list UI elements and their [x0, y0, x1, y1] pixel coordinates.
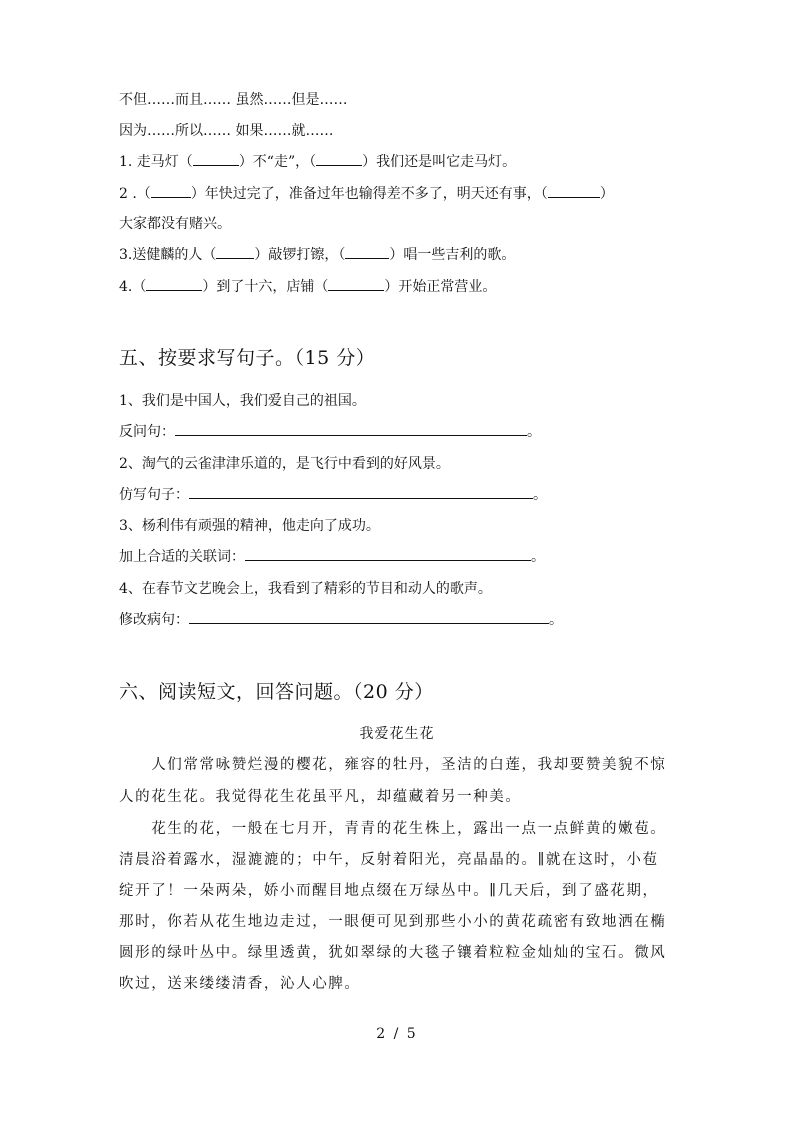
s5-label-3: 加上合适的关联词： [119, 549, 245, 565]
q2-text-a: 2 .（ [119, 186, 151, 202]
s5-sentence-2: 2、淘气的云雀津津乐道的，是飞行中看到的好风景。 [119, 456, 450, 472]
s5-end-mark-4: 。 [549, 612, 563, 628]
passage-p2-line-3: 绽开了！一朵两朵，娇小而醒目地点缀在万绿丛中。∥几天后，到了盛花期， [119, 883, 659, 899]
q3-blank-2[interactable] [345, 245, 389, 259]
q4-blank-2[interactable] [328, 277, 384, 291]
q1-text-b: ）不“走”，（ [238, 154, 317, 170]
q4-blank-1[interactable] [146, 277, 202, 291]
q3-text-a: 3.送健麟的人（ [119, 247, 217, 263]
conjunction-row-1: 不但……而且…… 虽然……但是…… [119, 92, 348, 108]
s5-answer-2 [119, 485, 547, 505]
s5-answer-3 [119, 547, 545, 567]
q4-text-b: ）到了十六，店铺（ [202, 279, 329, 295]
q2-text-c: ） [599, 186, 614, 202]
s5-label-1: 反问句： [119, 424, 175, 440]
section-5-heading: 五、按要求写句子。（15 分） [119, 347, 376, 369]
s5-answer-line-1[interactable] [175, 422, 527, 436]
passage-p2-line-4: 那时，你若从花生地边走过，一眼便可见到那些小小的黄花疏密有致地洒在椭 [119, 914, 667, 930]
fill-question-2-cont: 大家都没有赌兴。 [119, 216, 231, 232]
s5-end-mark-2: 。 [533, 487, 547, 503]
q3-text-c: ）唱一些吉利的歌。 [389, 247, 516, 263]
s5-answer-1 [119, 422, 541, 442]
s5-answer-line-4[interactable] [189, 610, 549, 624]
passage-p1-line-2: 人的花生花。我觉得花生花虽平凡，却蕴藏着另一种美。 [119, 789, 522, 805]
conjunction-row-2: 因为……所以…… 如果……就…… [119, 123, 334, 139]
q1-blank-1[interactable] [193, 152, 239, 166]
s5-label-4: 修改病句： [119, 612, 189, 628]
s5-label-2: 仿写句子： [119, 487, 189, 503]
q1-blank-2[interactable] [316, 152, 362, 166]
passage-title: 我爱花生花 [359, 726, 435, 742]
q3-blank-1[interactable] [216, 245, 254, 259]
page-number: 2 / 5 [376, 1026, 418, 1042]
passage-p2-line-1: 花生的花，一般在七月开，青青的花生株上，露出一点一点鲜黄的嫩苞。 [119, 821, 667, 837]
q2-blank-2[interactable] [548, 184, 600, 198]
s5-answer-line-3[interactable] [245, 547, 531, 561]
s5-sentence-4: 4、在春节文艺晚会上，我看到了精彩的节目和动人的歌声。 [119, 581, 492, 597]
q4-text-a: 4.（ [119, 279, 147, 295]
q3-text-b: ）敲锣打镲，（ [254, 247, 346, 263]
fill-question-3 [119, 245, 515, 265]
fill-question-2 [119, 184, 614, 204]
s5-answer-line-2[interactable] [189, 485, 533, 499]
q2-text-b: ）年快过完了，准备过年也输得差不多了，明天还有事，（ [190, 186, 548, 202]
fill-question-1 [119, 152, 516, 172]
q1-text-c: ）我们还是叫它走马灯。 [362, 154, 517, 170]
s5-end-mark-1: 。 [527, 424, 541, 440]
q1-text-a: 1. 走马灯（ [119, 154, 193, 170]
passage-p2-line-2: 清晨浴着露水，湿漉漉的；中午，反射着阳光，亮晶晶的。∥就在这时，小苞 [119, 852, 659, 868]
q2-blank-1[interactable] [151, 184, 191, 198]
passage-p2-line-6: 吹过，送来缕缕清香，沁人心脾。 [119, 976, 361, 992]
s5-sentence-3: 3、杨利伟有顽强的精神，他走向了成功。 [119, 518, 380, 534]
s5-sentence-1: 1、我们是中国人，我们爱自己的祖国。 [119, 393, 366, 409]
passage-p1-line-1: 人们常常咏赞烂漫的樱花，雍容的牡丹，圣洁的白莲，我却要赞美貌不惊 [119, 757, 667, 773]
s5-answer-4 [119, 610, 563, 630]
passage-p2-line-5: 圆形的绿叶丛中。绿里透黄，犹如翠绿的大毯子镶着粒粒金灿灿的宝石。微风 [119, 945, 667, 961]
fill-question-4 [119, 277, 496, 297]
s5-end-mark-3: 。 [531, 549, 545, 565]
q4-text-c: ）开始正常营业。 [384, 279, 497, 295]
section-6-heading: 六、阅读短文，回答问题。（20 分） [119, 681, 434, 703]
